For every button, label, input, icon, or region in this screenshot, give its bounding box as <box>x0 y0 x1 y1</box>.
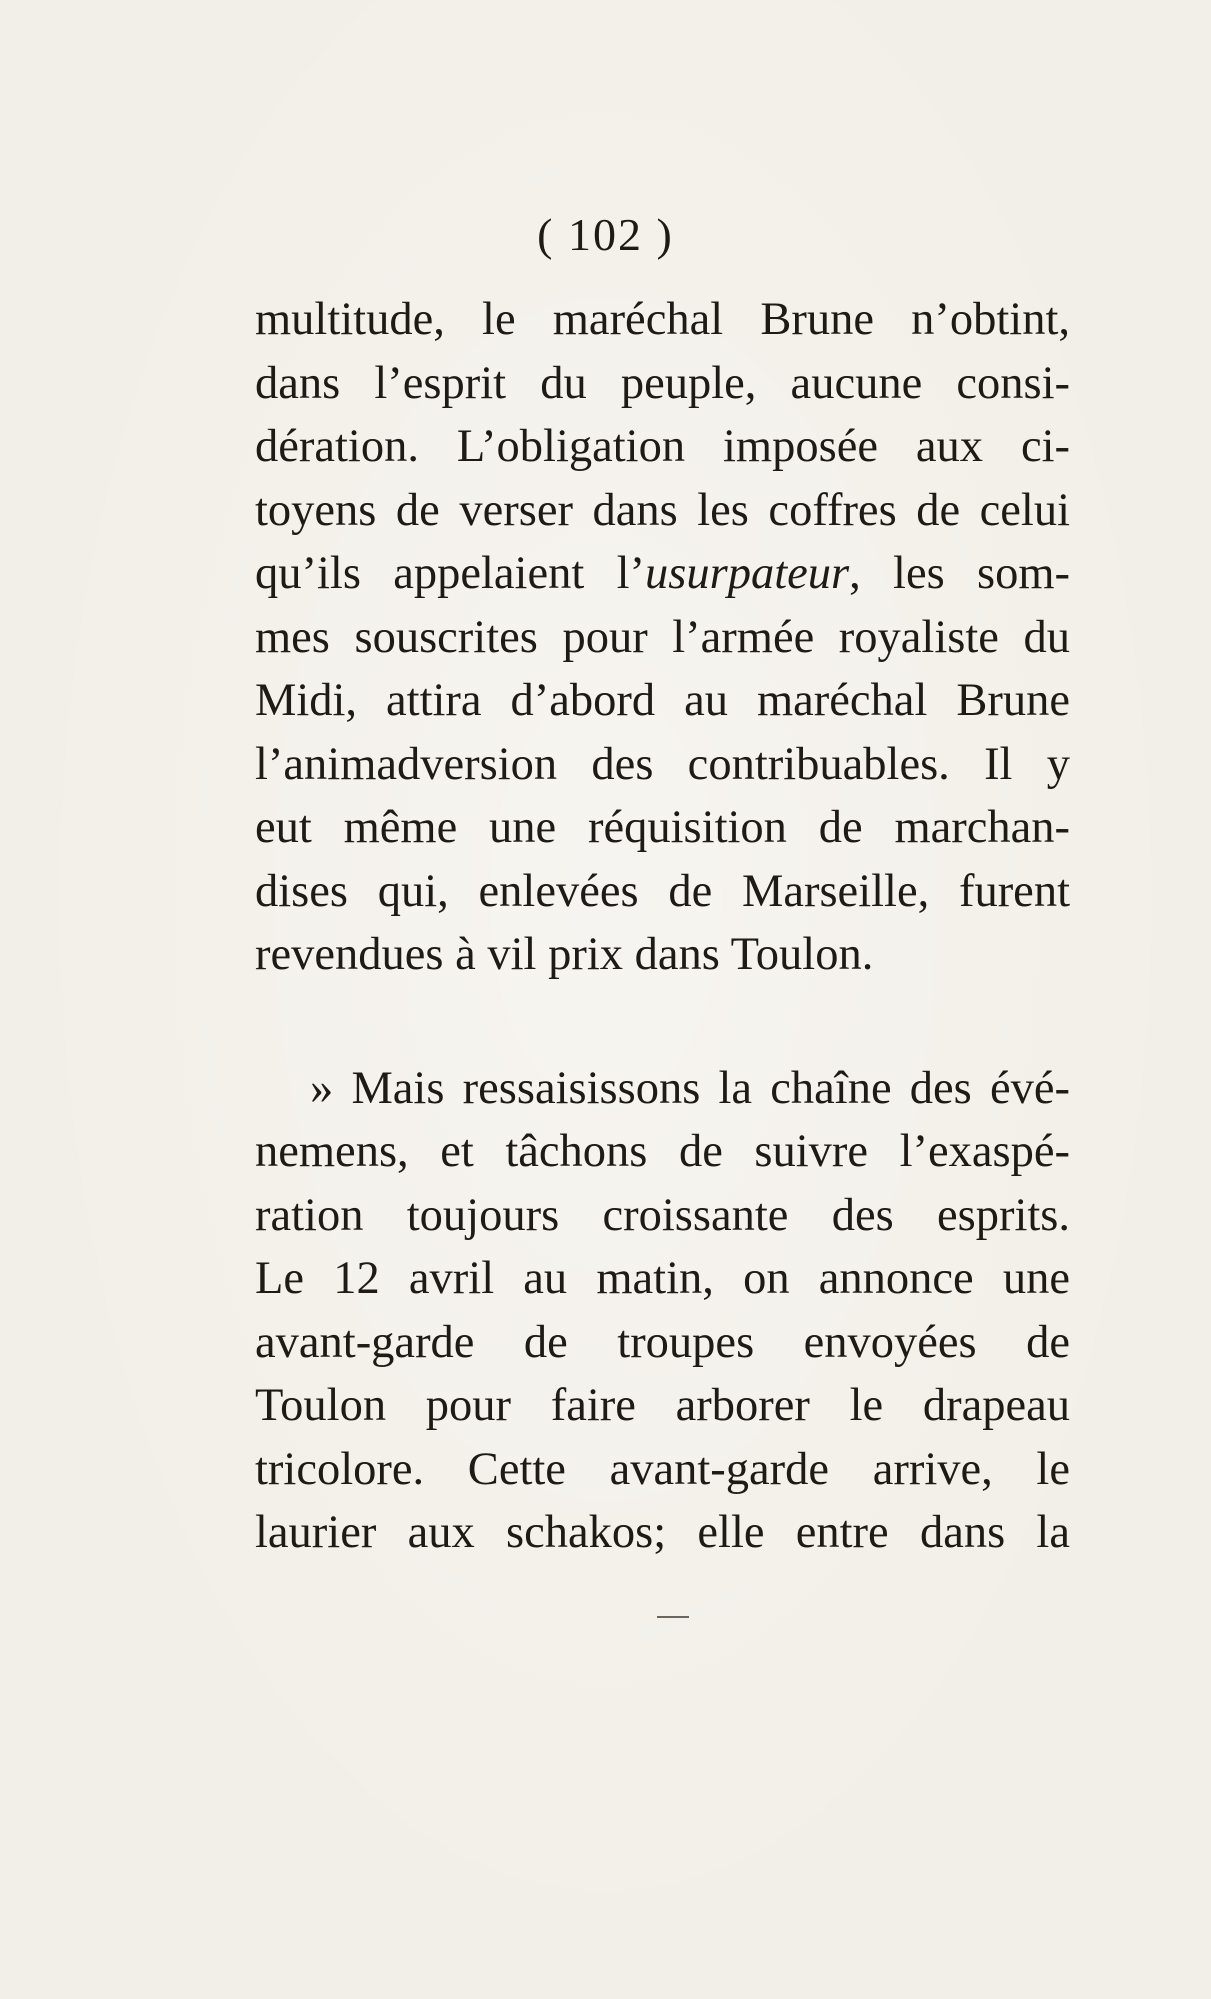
text-line: dération. L’obligation imposée aux ci- <box>255 421 1070 472</box>
text-line: l’animadversion des contribuables. Il y <box>255 738 1070 790</box>
text-line: » Mais ressaisissons la chaîne des évé- <box>310 1062 1070 1114</box>
body-text <box>255 288 1070 1565</box>
italic-word: usurpateur <box>645 548 850 599</box>
paragraph <box>255 288 1070 987</box>
text-line: tricolore. Cette avant-garde arrive, le <box>255 1443 1070 1495</box>
text-line: revendues à vil prix dans Toulon. <box>255 929 874 980</box>
text-run: qu’ils appelaient l’ <box>255 548 645 599</box>
text-line: avant-garde de troupes envoyées de <box>255 1316 1070 1368</box>
text-line: Midi, attira d’abord au maréchal Brune <box>255 675 1070 726</box>
page-number: ( 102 ) <box>537 209 674 260</box>
text-line: toyens de verser dans les coffres de celui <box>255 484 1070 536</box>
paragraph <box>255 1057 1070 1565</box>
text-line: Le 12 avril au matin, on annonce une <box>255 1253 1070 1304</box>
text-run: , les som- <box>849 548 1070 599</box>
text-line: eut même une réquisition de marchan- <box>255 802 1070 853</box>
text-line: multitude, le maréchal Brune n’obtint, <box>255 294 1070 345</box>
text-line: nemens, et tâchons de suivre l’exaspé- <box>255 1126 1070 1177</box>
text-line: mes souscrites pour l’armée royaliste du <box>255 611 1070 663</box>
text-line: laurier aux schakos; elle entre dans la <box>255 1507 1070 1558</box>
text-line: dises qui, enlevées de Marseille, furent <box>255 865 1070 917</box>
text-line: dans l’esprit du peuple, aucune consi- <box>255 357 1070 409</box>
text-line: Toulon pour faire arborer le drapeau <box>255 1380 1070 1431</box>
text-line <box>255 542 1070 606</box>
text-line: ration toujours croissante des esprits. <box>255 1189 1070 1241</box>
decorative-rule <box>657 1616 689 1618</box>
paragraph-gap <box>255 987 1070 1057</box>
